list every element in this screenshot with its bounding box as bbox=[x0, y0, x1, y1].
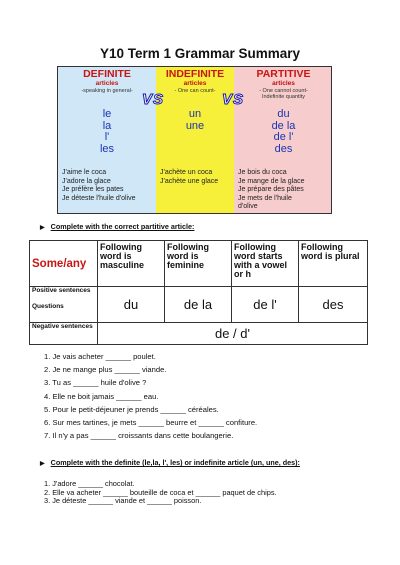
answer-du: du bbox=[98, 287, 165, 323]
list-item: 3. Tu as ______ huile d'olive ? bbox=[44, 378, 147, 388]
vs-mark: VS bbox=[142, 91, 165, 108]
article-de-l: de l' bbox=[273, 131, 294, 143]
example-line: d'olive bbox=[238, 203, 258, 211]
article-un: un bbox=[188, 108, 202, 120]
article-l: l' bbox=[104, 131, 110, 143]
list-item: 2. Elle va acheter ______ bouteille de coca et ______ paquet de chips. bbox=[44, 487, 277, 497]
triangle-bullet-icon: ▶ bbox=[40, 225, 45, 231]
partitive-heading: PARTITIVE bbox=[256, 68, 311, 80]
partitive-table bbox=[29, 240, 368, 345]
indefinite-heading: INDEFINITE bbox=[165, 68, 225, 80]
article-le: le bbox=[102, 108, 112, 120]
list-item: 1. Je vais acheter ______ poulet. bbox=[44, 352, 156, 361]
article-les: les bbox=[99, 142, 115, 155]
instruction-definite-indefinite: ▶ Complete with the definite (le,la, l', les) or indefinite article (un, une, des): bbox=[40, 458, 300, 467]
article-de-la: de la bbox=[271, 119, 296, 132]
example-line: Je préfère les pates bbox=[62, 186, 124, 194]
partitive-note: - One cannot count- Indefinite quantity bbox=[259, 88, 308, 100]
article-la: la bbox=[102, 119, 112, 132]
list-item: 2. Je ne mange plus ______ viande. bbox=[44, 365, 167, 375]
table-row bbox=[30, 287, 368, 323]
partitive-subheading: articles bbox=[272, 80, 295, 87]
header-feminine: Following word is feminine bbox=[165, 241, 232, 287]
example-line: Je mange de la glace bbox=[238, 177, 305, 185]
negative-label: Negative sentences bbox=[30, 323, 98, 345]
page-title: Y10 Term 1 Grammar Summary bbox=[99, 46, 301, 61]
indefinite-column bbox=[156, 67, 234, 214]
article-une: une bbox=[185, 119, 205, 132]
article-du: du bbox=[277, 108, 290, 120]
answer-de-d: de / d' bbox=[98, 323, 368, 345]
articles-summary-panel bbox=[57, 66, 332, 214]
example-line: Je déteste l'huile d'olive bbox=[62, 194, 136, 202]
answer-de-l: de l' bbox=[232, 287, 299, 323]
example-line: J'adore la glace bbox=[62, 177, 111, 185]
definite-note: -speaking in general- bbox=[81, 88, 133, 94]
instruction-partitive: ▶ Complete with the correct partitive article: bbox=[40, 222, 195, 231]
table-header-row bbox=[30, 241, 368, 287]
partitive-column bbox=[234, 67, 332, 214]
positive-questions-label: Positive sentences Questions bbox=[30, 287, 98, 323]
indefinite-articles bbox=[156, 109, 234, 132]
definite-heading: DEFINITE bbox=[83, 68, 131, 80]
indefinite-subheading: articles bbox=[183, 80, 207, 87]
definite-subheading: articles bbox=[95, 80, 119, 87]
example-line: J'achète une glace bbox=[160, 177, 219, 185]
partitive-articles bbox=[234, 109, 332, 155]
example-line: J'aime le coca bbox=[62, 169, 107, 176]
list-item: 6. Sur mes tartines, je mets ______ beurre et ______ confiture. bbox=[44, 418, 258, 428]
answer-des: des bbox=[299, 287, 368, 323]
header-masculine: Following word is masculine bbox=[98, 241, 165, 287]
some-any-label: Some/any bbox=[30, 241, 98, 287]
header-vowel: Following word starts with a vowel or h bbox=[232, 241, 299, 287]
answer-de-la: de la bbox=[165, 287, 232, 323]
exercise-list-1 bbox=[44, 350, 257, 442]
list-item: 4. Elle ne boit jamais ______ eau. bbox=[44, 391, 159, 401]
exercise-list-2 bbox=[44, 480, 277, 506]
example-line: Je mets de l'huile bbox=[238, 194, 292, 202]
vs-mark: VS bbox=[222, 91, 245, 108]
definite-examples bbox=[62, 169, 156, 203]
article-des: des bbox=[274, 142, 293, 155]
table-row bbox=[30, 323, 368, 345]
example-line: J'achète un coca bbox=[160, 169, 213, 176]
list-item: 1. J'adore ______ chocolat. bbox=[44, 479, 135, 488]
partitive-examples bbox=[238, 169, 332, 212]
example-line: Je prépare des pâtes bbox=[238, 186, 304, 194]
list-item: 7. Il n'y a pas ______ croissants dans cette boulangerie. bbox=[44, 431, 234, 441]
list-item: 3. Je déteste ______ viande et ______ poisson. bbox=[44, 496, 202, 506]
header-plural: Following word is plural bbox=[299, 241, 368, 287]
list-item: 5. Pour le petit-déjeuner je prends ______ céréales. bbox=[44, 404, 219, 414]
example-line: Je bois du coca bbox=[238, 169, 287, 176]
triangle-bullet-icon: ▶ bbox=[40, 461, 45, 467]
definite-articles bbox=[58, 109, 156, 155]
definite-column bbox=[58, 67, 156, 214]
indefinite-note: - One can count- bbox=[174, 88, 216, 94]
